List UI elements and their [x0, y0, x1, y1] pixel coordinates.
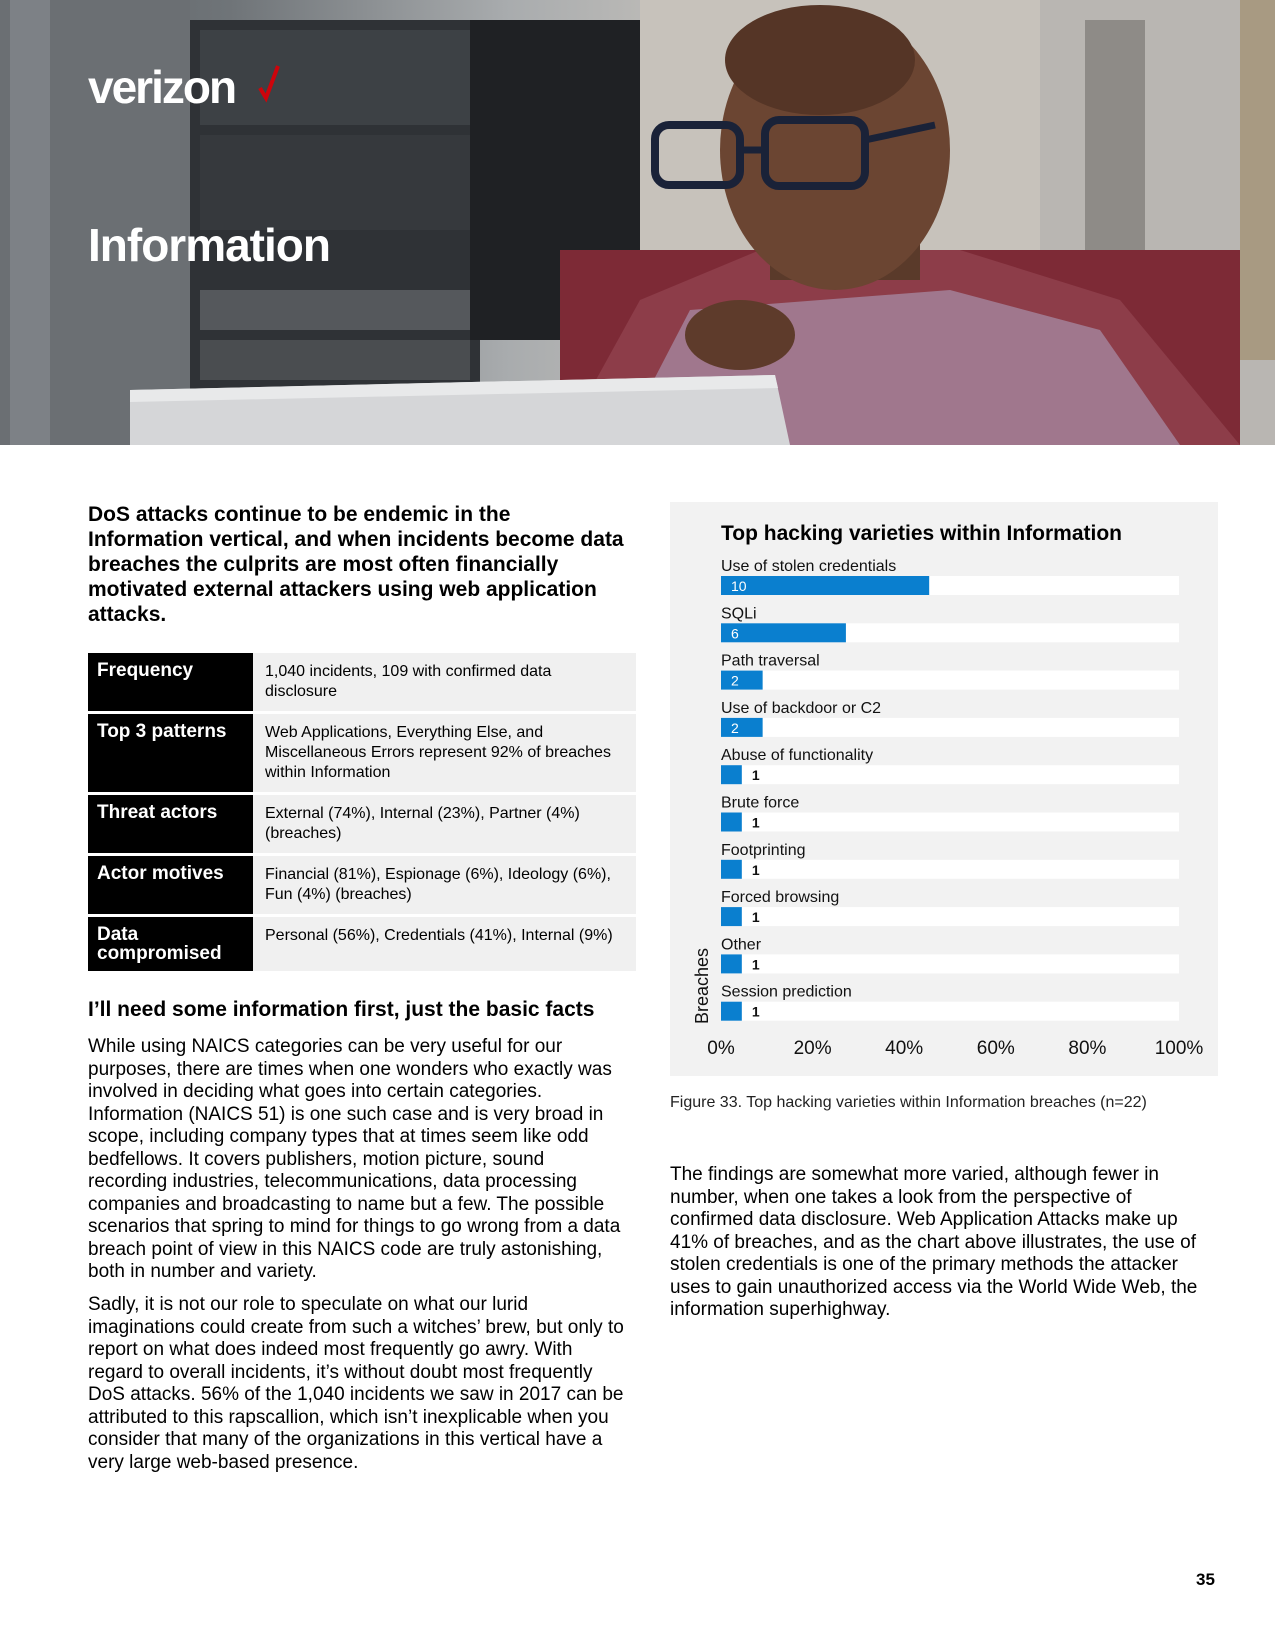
bar-value-label: 1: [751, 956, 760, 973]
body-paragraph-1: While using NAICS categories can be very useful for our purposes, there are times when one wonders who exactly was involved in deciding what goes into certain categories. Information (NAICS 51) is one such case and is very broad in scope, including company types that at times seem like odd bedfellows. It covers publishers, motion picture, sound recording industries, telecommunications, data processing companies and broadcasting to name but a few. The possible scenarios that spring to mind for things to go wrong from a data breach point of view in this NAICS code are truly astonishing, both in number and variety.: [88, 1036, 621, 1282]
facts-row: [88, 653, 636, 711]
bar-value-label: 1: [751, 861, 760, 878]
x-tick-label: 40%: [885, 1038, 924, 1059]
bar-track: [721, 765, 1179, 784]
bar: [721, 718, 763, 737]
verizon-check-icon: [256, 60, 282, 106]
intro-summary: DoS attacks continue to be endemic in the Information vertical, and when incidents become data breaches the culprits are most often financially motivated external attackers using web application attacks.: [88, 503, 624, 626]
bar-track: [721, 860, 1179, 879]
x-tick-label: 0%: [707, 1038, 735, 1059]
bar-value-label: 1: [751, 1003, 760, 1020]
bar-track: [721, 718, 1179, 737]
facts-value: Web Applications, Everything Else, and Miscellaneous Errors represent 92% of breaches within Information: [253, 714, 636, 792]
bar-category-label: Use of stolen credentials: [721, 558, 897, 575]
facts-row: [88, 856, 636, 914]
bar: [721, 671, 763, 690]
facts-value: External (74%), Internal (23%), Partner (4%) (breaches): [253, 795, 636, 853]
facts-key: Threat actors: [88, 795, 253, 853]
x-tick-label: 100%: [1154, 1038, 1204, 1059]
x-tick-label: 80%: [1068, 1038, 1107, 1059]
facts-value: 1,040 incidents, 109 with confirmed data disclosure: [253, 653, 636, 711]
x-tick-label: 20%: [793, 1038, 832, 1059]
bar-category-label: Path traversal: [721, 652, 820, 670]
page-number: 35: [1196, 1570, 1215, 1589]
y-axis-label: Breaches: [692, 947, 712, 1025]
bar-track: [721, 907, 1179, 926]
facts-key: Frequency: [88, 653, 253, 711]
section-heading: I’ll need some information first, just the basic facts: [88, 998, 595, 1021]
bar-value-label: 1: [751, 767, 760, 784]
bar: [721, 907, 742, 926]
bar: [721, 954, 742, 973]
bar-category-label: Footprinting: [721, 841, 806, 859]
bar-category-label: Other: [721, 936, 762, 954]
figure-caption: Figure 33. Top hacking varieties within Information breaches (n=22): [670, 1094, 1147, 1111]
bar-category-label: Session prediction: [721, 983, 852, 1001]
bar-category-label: Use of backdoor or C2: [721, 699, 882, 717]
bar-category-label: Forced browsing: [721, 889, 840, 907]
bar-track: [721, 671, 1179, 690]
bar: [721, 576, 929, 595]
hero-banner: [0, 0, 1275, 445]
bar-value-label: 1: [751, 814, 760, 831]
bar: [721, 623, 846, 642]
bar-category-label: Brute force: [721, 794, 800, 812]
facts-table: [88, 650, 636, 974]
findings-paragraph: The findings are somewhat more varied, although fewer in number, when one takes a look from the perspective of confirmed data disclosure. Web Application Attacks make up 41% of breaches, and as the chart above illustrates, the use of stolen credentials is one of the primary methods the attacker uses to gain unauthorized access via the World Wide Web, the information superhighway.: [670, 1164, 1198, 1320]
bar: [721, 765, 742, 784]
bar: [721, 813, 742, 832]
bar-value-label: 6: [731, 625, 739, 642]
bar-track: [721, 813, 1179, 832]
x-tick-label: 60%: [976, 1038, 1015, 1059]
bar-value-label: 2: [731, 672, 739, 689]
page-title: Information: [88, 219, 330, 271]
bar: [721, 1002, 742, 1021]
bar-track: [721, 954, 1179, 973]
facts-row: [88, 795, 636, 853]
facts-value: Financial (81%), Espionage (6%), Ideology (6%), Fun (4%) (breaches): [253, 856, 636, 914]
facts-key: Data compromised: [88, 917, 253, 971]
bar-value-label: 10: [731, 578, 747, 594]
verizon-logo: verizon: [88, 61, 236, 113]
bar-track: [721, 1002, 1179, 1021]
facts-row: [88, 917, 636, 971]
facts-value: Personal (56%), Credentials (41%), Internal (9%): [253, 917, 636, 971]
facts-row: [88, 714, 636, 792]
chart-panel: [670, 502, 1218, 1076]
bar-category-label: SQLi: [721, 605, 757, 623]
facts-key: Actor motives: [88, 856, 253, 914]
bar: [721, 860, 742, 879]
facts-key: Top 3 patterns: [88, 714, 253, 792]
bar-chart: [670, 502, 1218, 1076]
bar-value-label: 1: [751, 909, 760, 926]
chart-title: Top hacking varieties within Information: [721, 522, 1122, 545]
body-paragraph-2: Sadly, it is not our role to speculate on what our lurid imaginations could create from such a witches’ brew, but only to report on what does indeed most frequently go awry. With regard to overall incidents, it’s without doubt most frequently DoS attacks. 56% of the 1,040 incidents we saw in 2017 can be attributed to this rapscallion, which isn’t inexplicable when you consider that many of the organizations in this vertical have a very large web-based presence.: [88, 1294, 624, 1473]
bar-value-label: 2: [731, 719, 739, 736]
bar-category-label: Abuse of functionality: [721, 747, 874, 765]
